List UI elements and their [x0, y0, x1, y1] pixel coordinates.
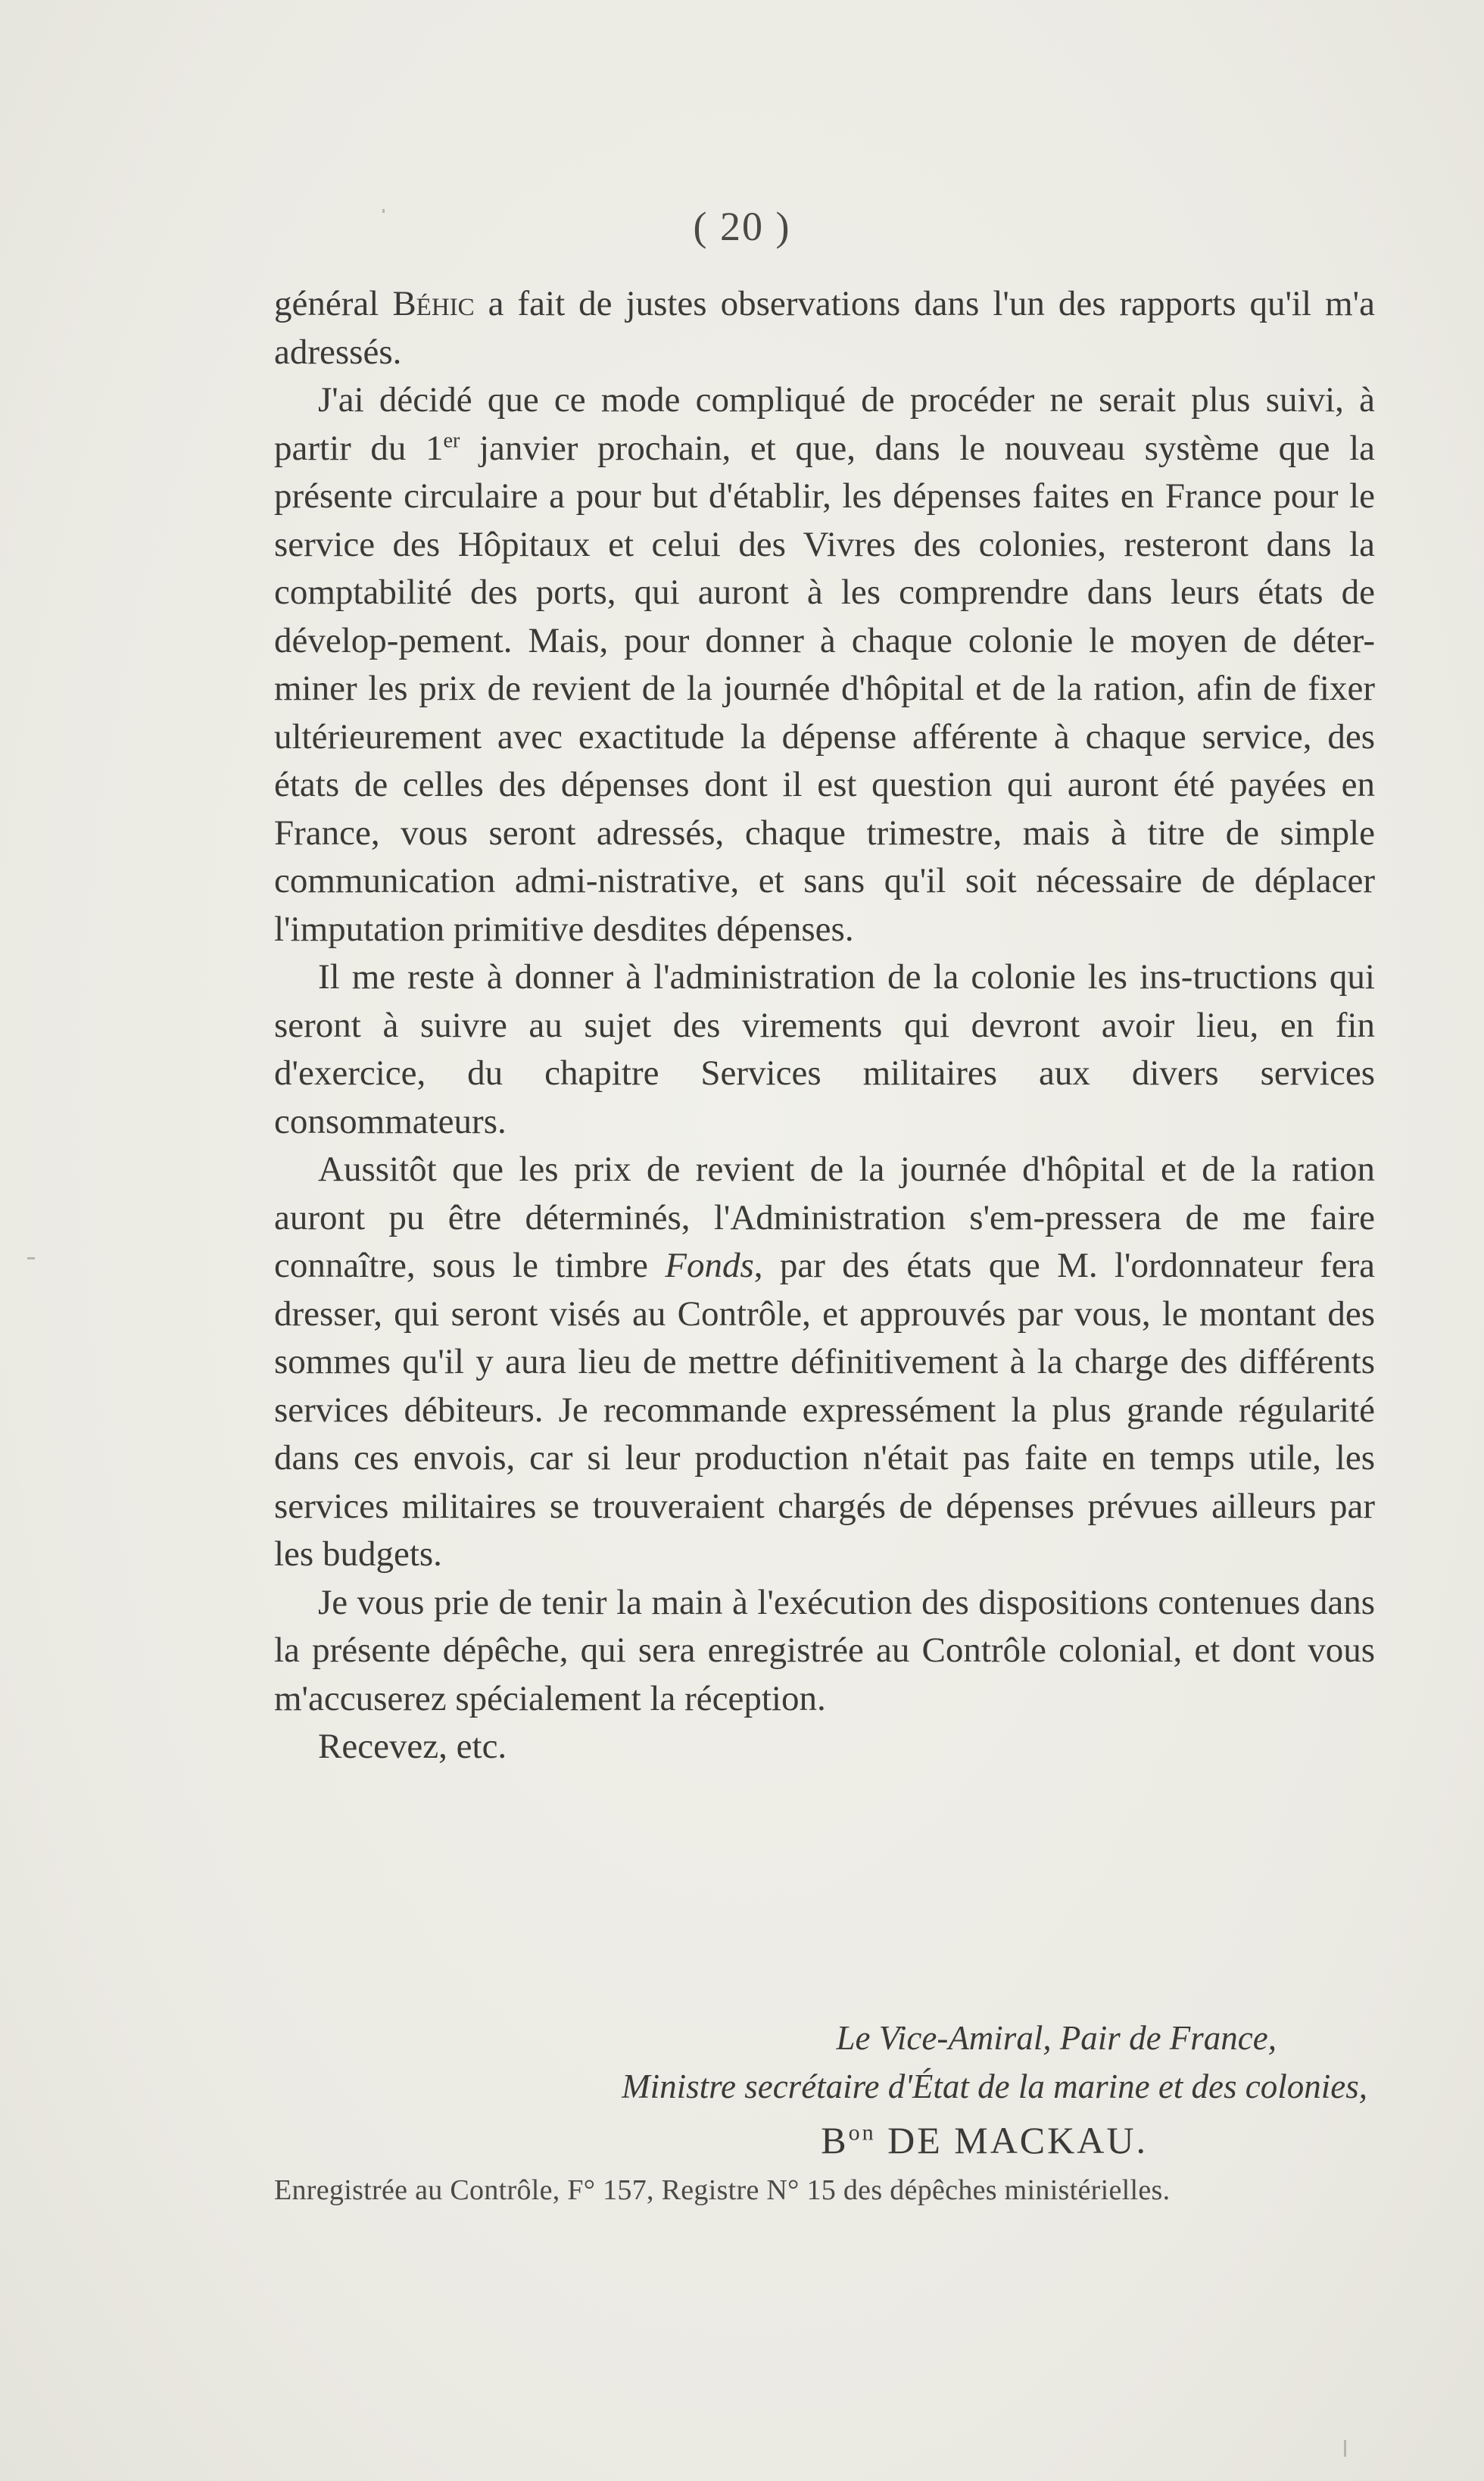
paragraph-2-text-b: janvier prochain, et que, dans le nouveau système que la présente circulaire a pour but d'établir, les dépenses faites en France pour le service des Hôpitaux et celui des Vivres des colonies, resteront dans la comptabilité des ports, qui auront à les comprendre dans leurs états de dévelop-pement. Mais, pour donner à chaque colonie le moyen de déter-miner les prix de revient de la journée d'hôpital et de la ration, afin de fixer ultérieurement avec exactitude la dépense afférente à chaque service, des états de celles des dépenses dont il est question qui auront été payées en France, vous seront adressés, chaque trimestre, mais à titre de simple communication admi-nistrative, et sans qu'il soit nécessaire de déplacer l'imputation primitive desdites dépenses.	[274, 428, 1375, 949]
paragraph-6: Recevez, etc.	[318, 1727, 507, 1766]
paragraph-4-text-b: , par des états que M. l'ordonnateur fera dresser, qui seront visés au Contrôle, et approuvés par vous, le montant des sommes qu'il y aura lieu de mettre définitivement à la charge des différents services débiteurs. Je recommande expressément la plus grande régularité dans ces envois, car si leur production n'était pas faite en temps utile, les services militaires se trouveraient chargés de dépenses prévues ailleurs par les budgets.	[274, 1246, 1375, 1574]
registration-note: Enregistrée au Contrôle, F° 157, Registre N° 15 des dépêches ministérielles.	[274, 2174, 1171, 2206]
stamp-name-fonds: Fonds	[665, 1246, 754, 1285]
person-name-behic: Béhic	[392, 284, 475, 323]
paragraph-2	[274, 376, 1375, 953]
margin-mark	[1344, 2440, 1346, 2457]
paragraph-1-text-a: général	[274, 284, 393, 323]
signature-name	[274, 2117, 1375, 2165]
paragraph-5: Je vous prie de tenir la main à l'exécution des dispositions contenues dans la présente dépêche, qui sera enregistrée au Contrôle colonial, et dont vous m'accuserez spécialement la réception.	[274, 1582, 1375, 1718]
paragraph-4	[274, 1146, 1375, 1579]
ordinal-superscript: er	[443, 428, 460, 452]
paragraph-1	[274, 280, 1375, 376]
signature-name-prefix: B	[821, 2119, 849, 2161]
paragraph-3: Il me reste à donner à l'administration de la colonie les ins-tructions qui seront à suivre au sujet des virements qui devront avoir lieu, en fin d'exercice, du chapitre Services militaires aux divers services consommateurs.	[274, 957, 1375, 1141]
signature-name-text: DE MACKAU.	[875, 2119, 1148, 2161]
signature-name-superscript: on	[848, 2120, 876, 2146]
letter-body	[274, 280, 1375, 1771]
signature-title-line-1: Le Vice-Amiral, Pair de France,	[836, 2019, 1277, 2057]
signature-block	[274, 2014, 1375, 2165]
signature-title-line-2: Ministre secrétaire d'État de la marine et des colonies,	[622, 2067, 1367, 2105]
paragraph-1-text-b: a fait de justes observations dans l'un des rapports qu'il m'a adressés.	[274, 284, 1376, 372]
paragraph-4-text-a: Aussitôt que les prix de revient de la journée d'hôpital et de la ration auront pu être déterminés, l'Administration s'em-pressera de me faire connaître, sous le timbre	[274, 1150, 1375, 1285]
page-number: ( 20 )	[693, 204, 791, 249]
paragraph-2-text-a: J'ai décidé que ce mode compliqué de procéder ne serait plus suivi, à partir du 1	[274, 380, 1375, 468]
margin-mark	[27, 1257, 35, 1259]
